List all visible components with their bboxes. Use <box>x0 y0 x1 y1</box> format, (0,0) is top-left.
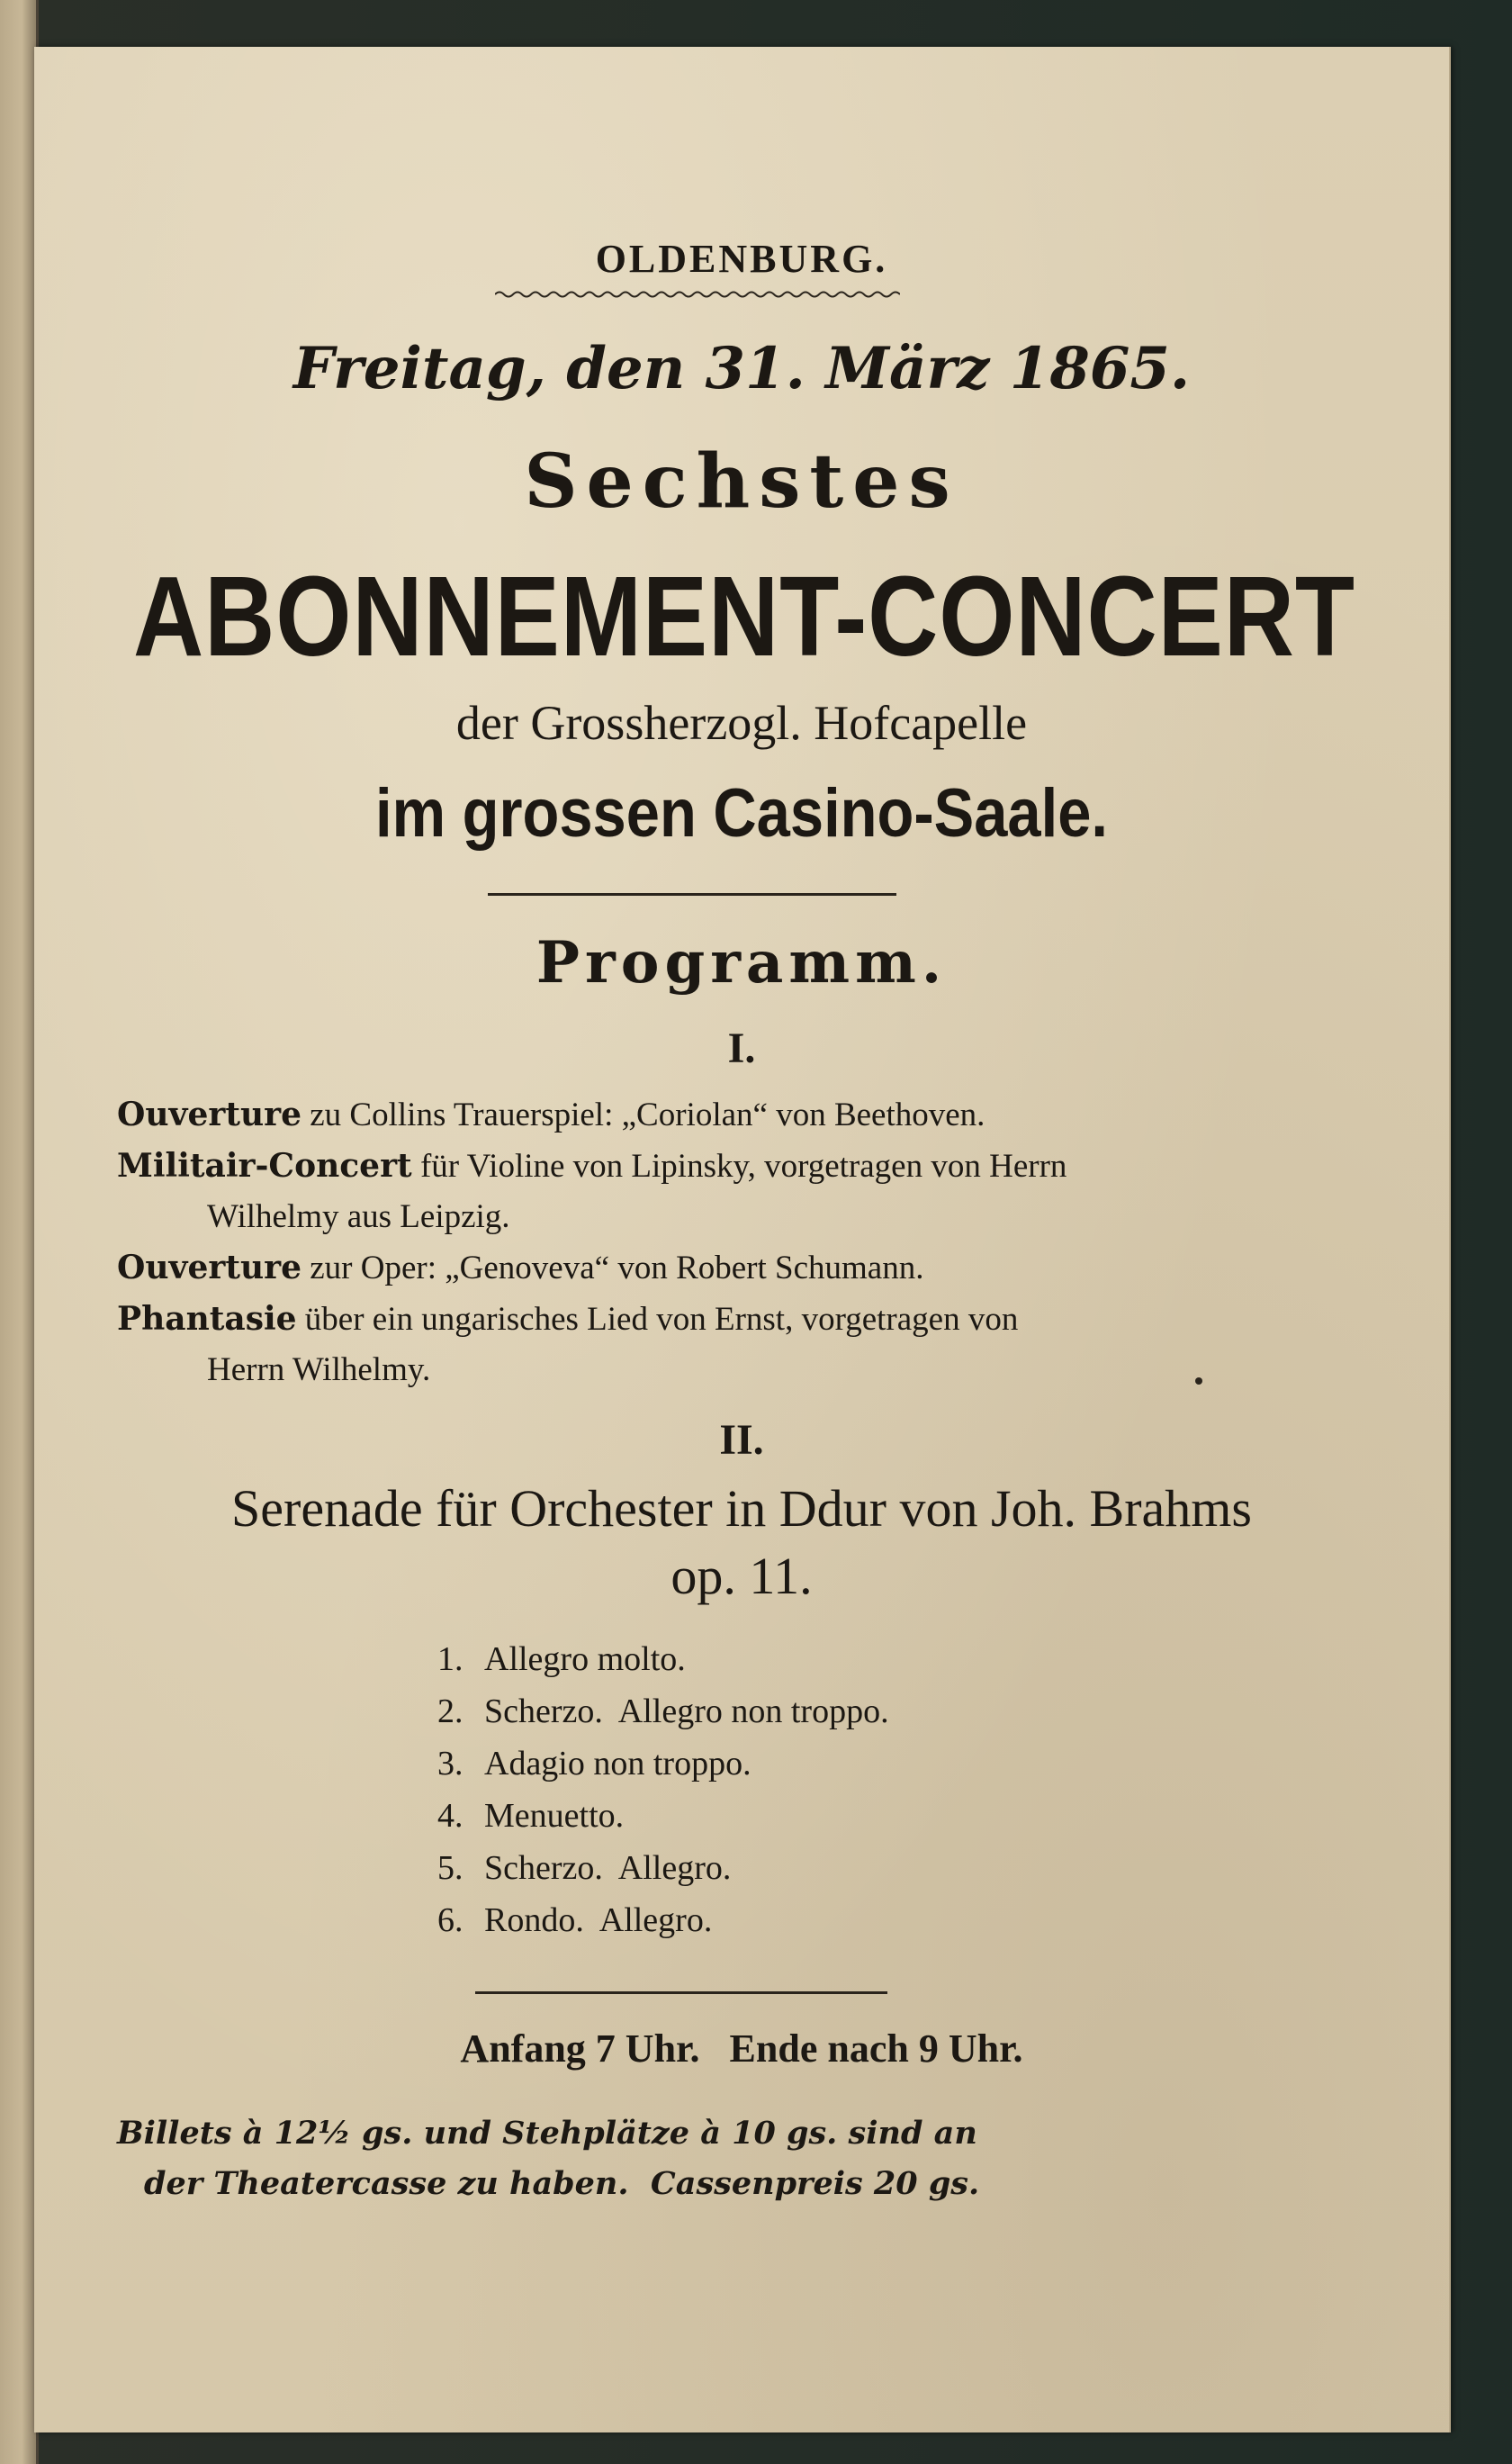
serenade-title: Serenade für Orchester in Ddur von Joh. Brahms <box>231 1479 1252 1538</box>
item-continuation: Wilhelmy aus Leipzig. <box>207 1198 510 1235</box>
concert-program-page <box>34 47 1451 2432</box>
item-heading: Militair-Concert <box>117 1147 412 1185</box>
item-text: zu Collins Trauerspiel: „Coriolan“ von Beethoven. <box>310 1097 986 1133</box>
concert-times: Anfang 7 Uhr. Ende nach 9 Uhr. <box>460 2026 1023 2071</box>
divider-rule <box>475 1991 887 1994</box>
part-two-numeral: II. <box>719 1416 764 1464</box>
item-heading: Ouverture <box>117 1249 302 1286</box>
opus-number: op. 11. <box>670 1547 813 1605</box>
program-item <box>117 1294 1377 1395</box>
venue: im grossen Casino-Saale. <box>375 775 1108 852</box>
movement-item <box>437 1842 889 1894</box>
concert-number: Sechstes <box>524 438 959 525</box>
movement-text: Allegro molto. <box>484 1640 686 1678</box>
programm-heading: Programm. <box>536 929 948 997</box>
item-heading: Phantasie <box>117 1300 297 1338</box>
divider-rule <box>488 893 896 896</box>
movement-number: 4. <box>437 1797 464 1835</box>
binding-edge <box>0 0 39 2464</box>
item-text: für Violine von Lipinsky, vorgetragen von Herrn <box>419 1148 1067 1185</box>
movement-text: Scherzo. Allegro non troppo. <box>484 1692 889 1730</box>
program-item <box>117 1242 1377 1294</box>
movement-text: Rondo. Allegro. <box>484 1901 713 1939</box>
city-heading: OLDENBURG. <box>595 237 888 281</box>
movement-text: Adagio non troppo. <box>484 1745 752 1783</box>
movement-number: 1. <box>437 1640 464 1678</box>
movement-text: Scherzo. Allegro. <box>484 1849 732 1887</box>
program-item <box>117 1141 1377 1242</box>
movement-number: 2. <box>437 1692 464 1730</box>
program-item <box>117 1089 1377 1141</box>
movement-list <box>437 1633 889 1946</box>
item-continuation: Herrn Wilhelmy. <box>207 1351 431 1388</box>
ticket-info-line: der Theatercasse zu haben. Cassenpreis 20 gs. <box>144 2165 980 2202</box>
movement-item <box>437 1737 889 1790</box>
item-heading: Ouverture <box>117 1096 302 1133</box>
movement-number: 6. <box>437 1901 464 1939</box>
part-one-list <box>117 1089 1377 1395</box>
concert-date: Freitag, den 31. März 1865. <box>292 335 1191 402</box>
movement-item <box>437 1894 889 1946</box>
ink-speck <box>1195 1377 1202 1385</box>
ticket-info <box>117 2108 1372 2209</box>
wavy-underline <box>495 290 900 299</box>
movement-text: Menuetto. <box>484 1797 625 1835</box>
orchestra-name: der Grossherzogl. Hofcapelle <box>455 696 1028 750</box>
movement-item <box>437 1633 889 1685</box>
item-text: über ein ungarisches Lied von Ernst, vorgetragen von <box>304 1301 1019 1338</box>
movement-number: 3. <box>437 1745 464 1783</box>
part-one-numeral: I. <box>727 1024 756 1072</box>
movement-item <box>437 1790 889 1842</box>
concert-title: ABONNEMENT-CONCERT <box>133 553 1355 680</box>
movement-number: 5. <box>437 1849 464 1887</box>
movement-item <box>437 1685 889 1737</box>
ticket-info-line: Billets à 12½ gs. und Stehplätze à 10 gs. sind an <box>117 2115 977 2152</box>
item-text: zur Oper: „Genoveva“ von Robert Schumann. <box>310 1250 924 1286</box>
